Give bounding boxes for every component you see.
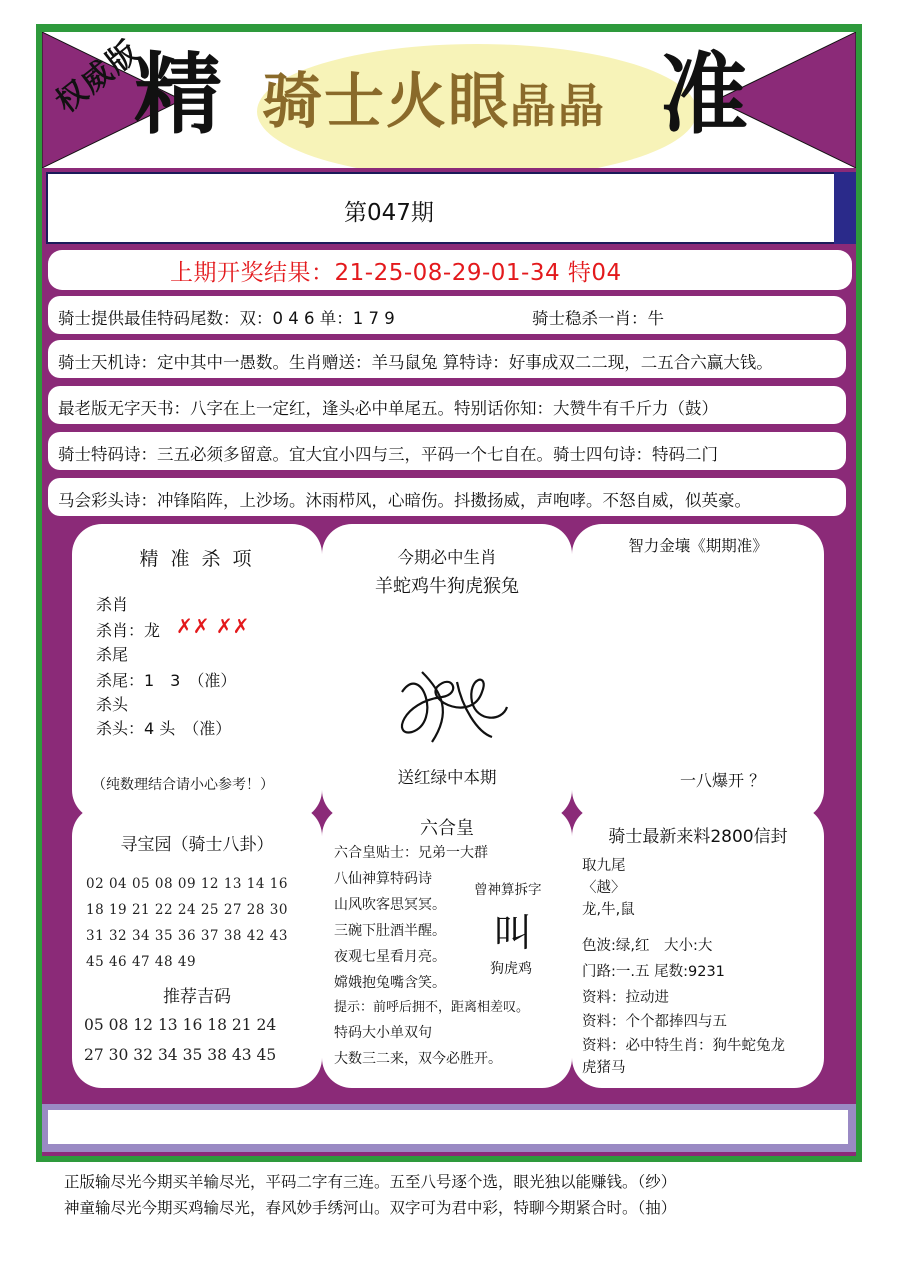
kill-line: 杀肖	[96, 595, 129, 614]
info-row-horse-poem	[48, 478, 846, 516]
lhh-line: 山风吹客思冥冥。	[334, 897, 446, 913]
lhh-line: 夜观七星看月亮。	[334, 949, 446, 965]
panel-treasure	[72, 806, 322, 1088]
letters-line: 资料：个个都捧四与五	[582, 1014, 727, 1030]
header-title-main: 骑士火眼	[262, 67, 510, 137]
header-banner	[42, 32, 856, 168]
lhh-side-title: 曾神算拆字	[474, 882, 542, 898]
kill-line: 杀肖：龙	[96, 621, 161, 640]
panel-zodiac	[322, 524, 572, 820]
info-row-tianshu	[48, 386, 846, 424]
issue-number: 第047期	[344, 200, 434, 226]
panel-wisdom	[572, 524, 824, 820]
lucky-numbers-row: 05 08 12 13 16 18 21 24	[84, 1016, 277, 1034]
row-text: 骑士天机诗：定中其中一愚数。生肖赠送：羊马鼠兔 算特诗：好事成双二二现，二五合六赢大钱。	[58, 353, 773, 372]
row-text: 马会彩头诗：冲锋陷阵，上沙场。沐雨栉风，心暗伤。抖擞扬威，声咆哮。不怒自威，似英豪。	[58, 491, 751, 510]
kill-line: 杀头：4 头 （准）	[96, 719, 232, 738]
row-text-right: 骑士稳杀一肖：牛	[532, 309, 664, 328]
header-left-char: 精	[134, 42, 223, 146]
info-row-tianji	[48, 340, 846, 378]
lhh-line: 特码大小单双句	[334, 1025, 432, 1041]
lucky-numbers-row: 27 30 32 34 35 38 43 45	[84, 1046, 277, 1064]
kill-line: 杀尾：1 3 （准）	[96, 671, 237, 690]
treasure-numbers-row: 31 32 34 35 36 37 38 42 43	[86, 928, 288, 944]
treasure-numbers-row: 18 19 21 22 24 25 27 28 30	[86, 902, 288, 918]
kill-line: 杀尾	[96, 645, 129, 664]
zodiac-list: 羊蛇鸡牛狗虎猴兔	[375, 576, 519, 597]
letters-line: 门路:一.五 尾数:9231	[582, 964, 725, 980]
lucky-title: 推荐吉码	[163, 987, 231, 1007]
row-text: 骑士特码诗：三五必须多留意。宜大宜小四与三，平码一个七自在。骑士四句诗：特码二门	[58, 445, 718, 464]
zodiac-footer: 送红绿中本期	[397, 768, 497, 787]
lhh-line: 嫦娥抱兔嘴含笑。	[334, 975, 446, 991]
footer-line: 正版输尽光今期买羊输尽光，平码二字有三连。五至八号逐个选，眼光独以能赚钱。（纱）	[64, 1173, 677, 1191]
kill-scribble-icon: ✗✗ ✗✗	[176, 614, 250, 638]
letters-line: 取九尾	[582, 858, 626, 874]
last-result-text: 上期开奖结果：21-25-08-29-01-34 特04	[170, 260, 622, 286]
panel-lhh-title: 六合皇	[420, 818, 474, 839]
panel-letters	[572, 806, 824, 1088]
header-title	[262, 67, 606, 137]
row-text: 骑士提供最佳特码尾数：双：0 4 6 单：1 7 9	[58, 309, 395, 328]
treasure-numbers-row: 02 04 05 08 09 12 13 14 16	[86, 876, 288, 892]
panel-zodiac-title: 今期必中生肖	[397, 548, 497, 567]
letters-line: 龙,牛,鼠	[582, 902, 635, 918]
letters-line: 〈越〉	[582, 880, 626, 896]
kill-note: （纯数理结合请小心参考！）	[92, 777, 274, 793]
header-title-small: 晶晶	[510, 79, 606, 133]
row-text: 最老版无字天书：八字在上一定红，逢头必中单尾五。特别话你知：大赞牛有千斤力（鼓）	[58, 399, 718, 418]
lhh-line: 提示：前呼后拥不，距离相差叹。	[334, 1000, 530, 1015]
lhh-line: 三碗下肚酒半醒。	[334, 923, 446, 939]
issue-side-bar	[834, 172, 856, 244]
info-row-tail-numbers	[48, 296, 846, 334]
panel-treasure-title: 寻宝园（骑士八卦）	[120, 835, 274, 855]
wisdom-footer: 一八爆开 ？	[680, 771, 766, 790]
last-result-bar	[48, 250, 852, 290]
letters-line: 资料：必中特生肖：狗牛蛇兔龙	[582, 1038, 785, 1054]
panel-kill	[72, 524, 322, 820]
kill-line: 杀头	[96, 695, 129, 714]
letters-line: 色波:绿,红 大小:大	[582, 938, 713, 954]
badge-text: 权威版	[49, 33, 147, 121]
bottom-bar	[42, 1104, 856, 1152]
header-right-char: 准	[660, 42, 749, 146]
issue-box	[46, 172, 836, 244]
footer-line: 神童输尽光今期买鸡输尽光，春风妙手绣河山。双字可为君中彩，特聊今期紧合时。（抽）	[64, 1199, 677, 1217]
info-row-poem	[48, 432, 846, 470]
signature-icon	[382, 652, 522, 752]
lhh-side-char: 叫	[494, 911, 533, 955]
panel-kill-title: 精 准 杀 项	[139, 548, 255, 570]
panel-letters-title: 骑士最新来料2800信封	[608, 827, 788, 847]
treasure-numbers-row: 45 46 47 48 49	[86, 954, 197, 970]
lhh-line: 六合皇贴士：兄弟一大群	[334, 845, 488, 861]
bottom-bar-inner	[48, 1110, 848, 1144]
lhh-line: 大数三二来，双今必胜开。	[334, 1051, 502, 1067]
letters-line: 资料：拉动进	[582, 990, 669, 1006]
panel-wisdom-title: 智力金壤《期期准》	[628, 537, 768, 555]
lhh-line: 八仙神算特码诗	[334, 871, 432, 887]
letters-line: 虎猪马	[582, 1060, 626, 1076]
panel-liuhehuang	[322, 806, 572, 1088]
lhh-side-zodiac: 狗虎鸡	[490, 961, 532, 977]
